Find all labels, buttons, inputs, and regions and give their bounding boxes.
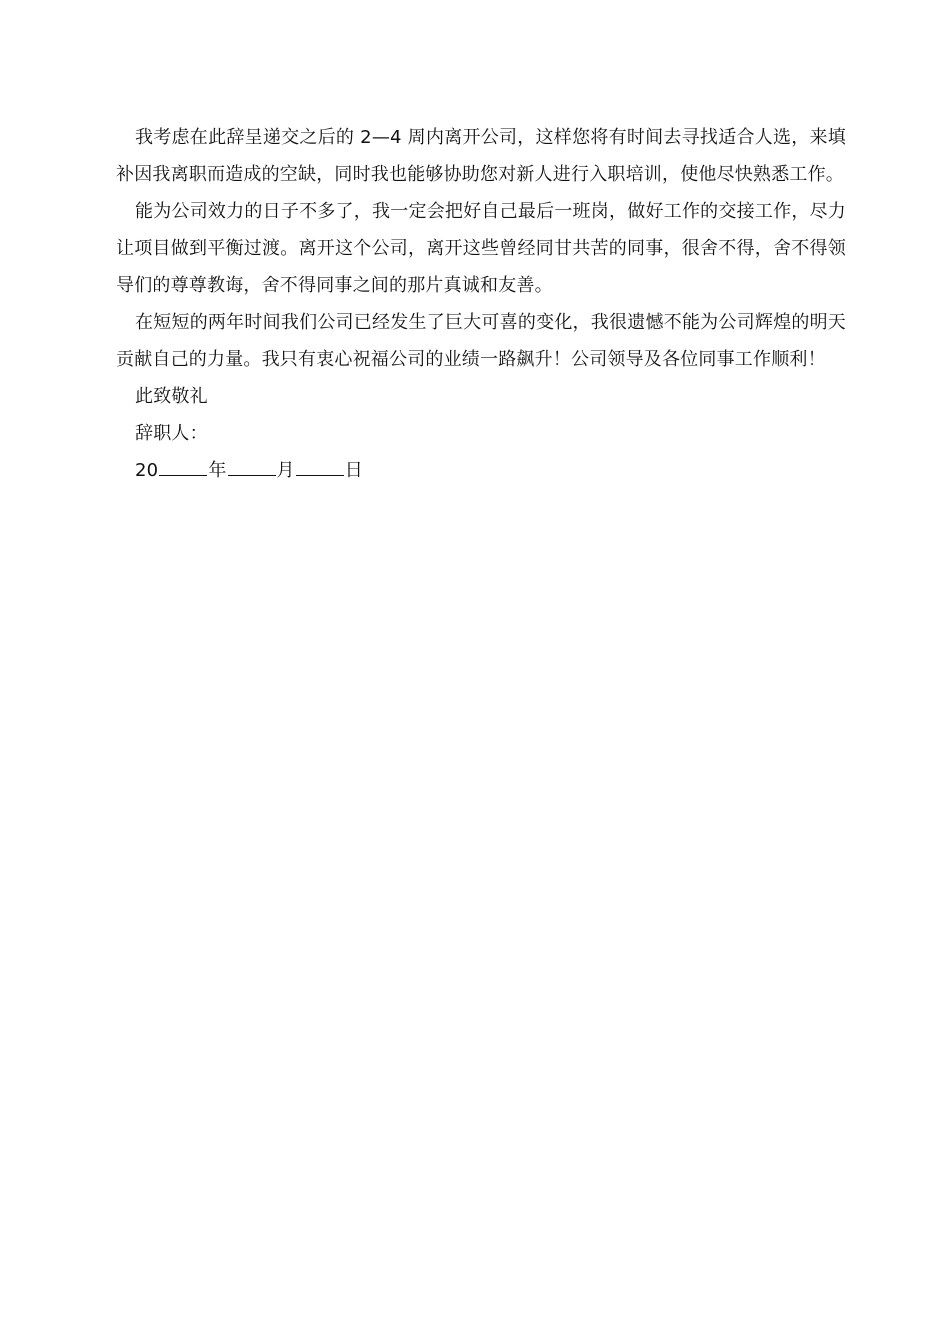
date-prefix: 20: [135, 460, 159, 481]
year-blank: [159, 457, 207, 476]
signature-label: 辞职人：: [135, 423, 208, 444]
paragraph-departure-timing: 我考虑在此辞呈递交之后的 2—4 周内离开公司，这样您将有时间去寻找适合人选，来填补因我离职而造成的空缺，同时我也能够协助您对新人进行入职培训，使他尽快熟悉工作。: [116, 127, 846, 185]
day-label: 日: [344, 460, 363, 481]
year-label: 年: [208, 460, 227, 481]
letter-body: [116, 119, 846, 489]
date-line: [116, 452, 846, 489]
day-blank: [296, 457, 344, 476]
closing-salutation: 此致敬礼: [135, 386, 208, 407]
month-blank: [228, 457, 276, 476]
paragraph-farewell-wishes: 在短短的两年时间我们公司已经发生了巨大可喜的变化，我很遗憾不能为公司辉煌的明天贡献自己的力量。我只有衷心祝福公司的业绩一路飙升！公司领导及各位同事工作顺利！: [116, 312, 846, 370]
month-label: 月: [276, 460, 295, 481]
paragraph-handover: 能为公司效力的日子不多了，我一定会把好自己最后一班岗，做好工作的交接工作，尽力让项目做到平衡过渡。离开这个公司，离开这些曾经同甘共苦的同事，很舍不得，舍不得领导们的尊尊教诲，舍不得同事之间的那片真诚和友善。: [116, 201, 846, 296]
